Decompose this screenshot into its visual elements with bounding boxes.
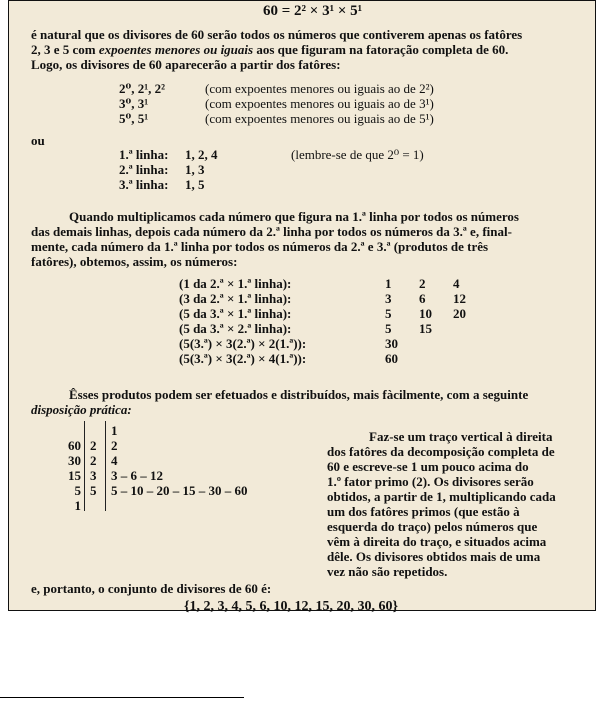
product-result: 20 [453, 306, 466, 321]
product-result: 4 [453, 276, 460, 291]
factor-note: (com expoentes menores ou iguais ao de 3¹) [205, 96, 434, 111]
line-label: 2.ª linha: [119, 162, 169, 177]
scheme-right-value: 2 [111, 438, 118, 453]
ou-label: ou [31, 133, 45, 148]
paragraph3-italic: disposição prática: [31, 402, 132, 417]
intro-text-a: 2, 3 e 5 com [31, 42, 96, 57]
scheme-divider-left [84, 421, 85, 511]
factor-row [119, 96, 440, 111]
product-result: 1 [385, 276, 392, 291]
side-text-line: Faz-se um traço vertical à direita [369, 429, 553, 444]
scheme-factor: 5 [90, 483, 97, 498]
line-rows [119, 147, 430, 192]
divisors-set: {1, 2, 3, 4, 5, 6, 10, 12, 15, 20, 30, 60} [184, 599, 399, 614]
scheme-factor: 2 [90, 438, 97, 453]
side-text-line: esquerda do traço) pelos números que [327, 519, 538, 534]
scheme-left-value: 15 [68, 468, 81, 483]
line-note: (lembre-se de que 2⁰ = 1) [291, 147, 424, 162]
scheme-left-value: 1 [74, 498, 81, 513]
factor-row [119, 81, 440, 96]
product-expr: (3 da 2.ª × 1.ª linha): [179, 291, 292, 306]
factor-note: (com expoentes menores ou iguais ao de 5¹) [205, 111, 434, 126]
product-row [179, 276, 472, 291]
side-text-line: vez não são repetidos. [327, 564, 448, 579]
scanned-page [8, 0, 596, 614]
product-expr: (5(3.ª) × 3(2.ª) × 2(1.ª)): [179, 336, 307, 351]
product-expr: (5(3.ª) × 3(2.ª) × 4(1.ª)): [179, 351, 307, 366]
intro-text-b: aos que figuram na fatoração completa de 60. [256, 42, 509, 57]
product-result: 2 [419, 276, 426, 291]
line-values: 1, 5 [185, 177, 205, 192]
factor-row [119, 111, 440, 126]
product-result: 60 [385, 351, 398, 366]
product-result: 5 [385, 306, 392, 321]
intro-line-1: é natural que os divisores de 60 serão todos os números que contiverem apenas os fatôres [31, 27, 523, 42]
line-values: 1, 2, 4 [185, 147, 218, 162]
scheme-divider-right [105, 421, 106, 511]
scheme-factor: 3 [90, 468, 97, 483]
product-row [179, 351, 472, 366]
factor-rows [119, 81, 440, 126]
scheme-left-value: 60 [68, 438, 81, 453]
paragraph2-line-4: fatôres), obtemos, assim, os números: [31, 254, 238, 269]
product-result: 10 [419, 306, 432, 321]
product-result [453, 321, 472, 336]
product-row [179, 336, 472, 351]
line-label: 1.ª linha: [119, 147, 169, 162]
scheme-top-one: 1 [111, 423, 118, 438]
product-result: 15 [419, 321, 432, 336]
product-expr: (1 da 2.ª × 1.ª linha): [179, 276, 292, 291]
product-expr: (5 da 3.ª × 2.ª linha): [179, 321, 292, 336]
scheme-left-value: 30 [68, 453, 81, 468]
factor-powers: 5⁰, 5¹ [119, 111, 149, 126]
side-text-line: 60 e escreve-se 1 um pouco acima do [327, 459, 529, 474]
product-result: 30 [385, 336, 398, 351]
intro-line-3: Logo, os divisores de 60 aparecerão a partir dos fatôres: [31, 57, 341, 72]
scheme-right-value: 3 – 6 – 12 [111, 468, 163, 483]
paragraph2-line-1: Quando multiplicamos cada número que figura na 1.ª linha por todos os números [69, 209, 519, 224]
side-text-line: um dos fatôres primos (que estão à [327, 504, 520, 519]
factor-powers: 2⁰, 2¹, 2² [119, 81, 165, 96]
line-label: 3.ª linha: [119, 177, 169, 192]
side-text-line: dêle. Os divisores obtidos mais de uma [327, 549, 541, 564]
product-result: 6 [419, 291, 426, 306]
line-row [119, 162, 430, 177]
line-row [119, 147, 430, 162]
side-text-line: dos fatôres da decomposição completa de [327, 444, 555, 459]
paragraph2-line-3: mente, cada número da 1.ª linha por todos os números da 2.ª e 3.ª (produtos de três [31, 239, 489, 254]
factor-powers: 3⁰, 3¹ [119, 96, 149, 111]
footnote-rule [0, 697, 244, 698]
factorization-equation: 60 = 2² × 3¹ × 5¹ [263, 3, 363, 19]
conclusion: e, portanto, o conjunto de divisores de 60 é: [31, 581, 272, 596]
scheme-right-value: 4 [111, 453, 118, 468]
product-result: 5 [385, 321, 392, 336]
product-row [179, 306, 472, 321]
side-text-line: vêm à direita do traço, e situados acima [327, 534, 547, 549]
product-result: 3 [385, 291, 392, 306]
factor-note: (com expoentes menores ou iguais ao de 2²) [205, 81, 434, 96]
scheme-factor: 2 [90, 453, 97, 468]
paragraph3-line-1: Êsses produtos podem ser efetuados e distribuídos, mais fàcilmente, com a seguinte [69, 387, 529, 402]
product-row [179, 321, 472, 336]
intro-line-2 [31, 42, 508, 57]
products-table [179, 276, 472, 366]
product-row [179, 291, 472, 306]
paragraph2-line-2: das demais linhas, depois cada número da 2.ª linha por todos os números da 3.ª e, final- [31, 224, 512, 239]
intro-italic: expoentes menores ou iguais [98, 42, 254, 57]
line-values: 1, 3 [185, 162, 205, 177]
product-result: 12 [453, 291, 466, 306]
side-text-line: 1.º fator primo (2). Os divisores serão [327, 474, 534, 489]
scheme-left-value: 5 [74, 483, 81, 498]
side-text-line: obtidos, a partir de 1, multiplicando cada [327, 489, 556, 504]
line-row [119, 177, 430, 192]
scheme-right-value: 5 – 10 – 20 – 15 – 30 – 60 [111, 483, 248, 498]
product-expr: (5 da 3.ª × 1.ª linha): [179, 306, 292, 321]
